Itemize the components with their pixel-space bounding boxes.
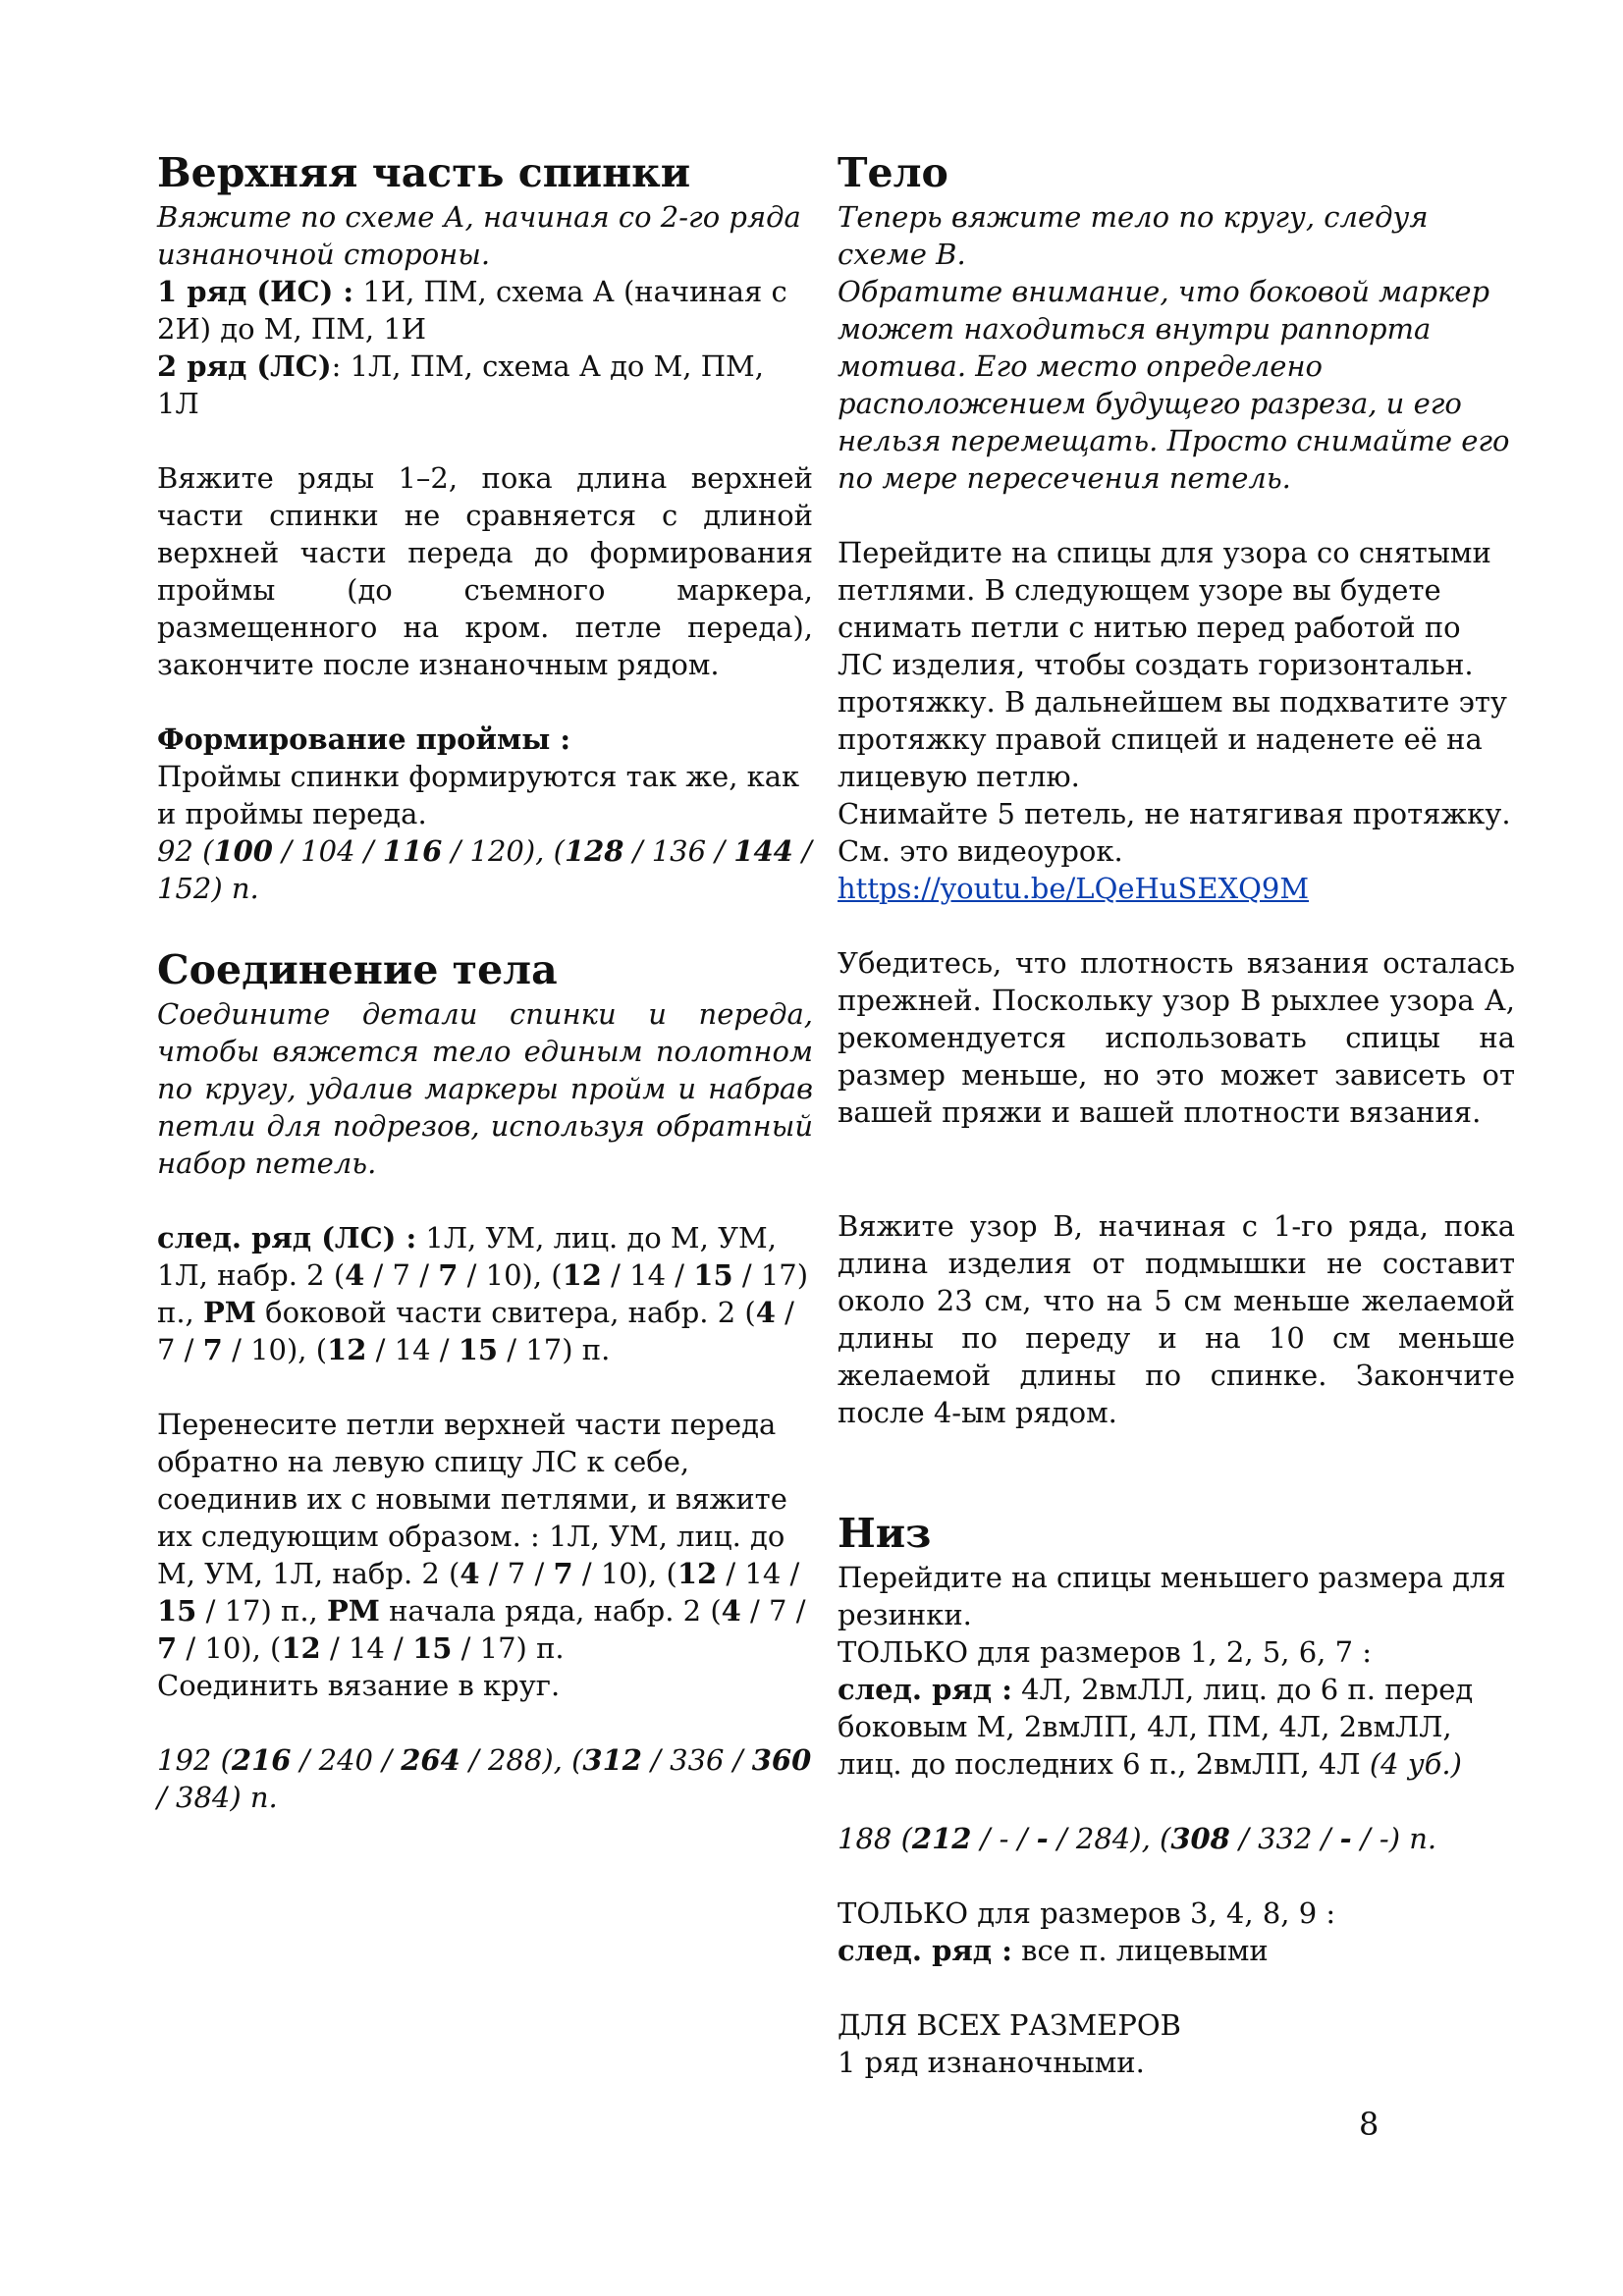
next-row-label: след. ряд : xyxy=(838,1934,1012,1967)
count-part: 92 ( xyxy=(157,834,214,868)
bottom-stitch-counts xyxy=(838,1820,1515,1857)
bold-part: 15 xyxy=(412,1631,453,1665)
bold-part: 4 xyxy=(460,1557,480,1590)
count-part: / 336 / xyxy=(641,1743,752,1777)
row-1-label: 1 ряд (ИС) : xyxy=(157,275,354,308)
join-next-row xyxy=(157,1219,813,1368)
text-part: / 17) п., xyxy=(196,1594,327,1628)
row-2-label: 2 ряд (ЛС) xyxy=(157,349,332,383)
text-part: начала ряда, набр. 2 ( xyxy=(379,1594,722,1628)
text-part: / 14 / xyxy=(320,1631,413,1665)
bottom-next-row-2 xyxy=(838,1932,1515,1969)
count-bold: 116 xyxy=(382,834,443,868)
count-bold: 212 xyxy=(911,1822,972,1855)
count-part: / 104 / xyxy=(272,834,383,868)
bold-part: 4 xyxy=(755,1296,776,1329)
bold-part: 12 xyxy=(327,1333,367,1366)
text-part: / 17) п., xyxy=(157,1258,809,1329)
armhole-text: Проймы спинки формируются так же, как и проймы переда. xyxy=(157,760,800,830)
bottom-heading: Низ xyxy=(838,1510,932,1557)
bold-part: 12 xyxy=(281,1631,321,1665)
count-part: 188 ( xyxy=(838,1822,912,1855)
row-2-instruction xyxy=(157,347,813,422)
bold-part: 15 xyxy=(458,1333,499,1366)
text-part: / 10), ( xyxy=(222,1333,328,1366)
count-part: / 120), ( xyxy=(442,834,565,868)
slip-5-text: Снимайте 5 петель, не натягивая протяжку. xyxy=(838,797,1511,830)
join-transfer-paragraph xyxy=(157,1406,813,1704)
sizes-only-2: ТОЛЬКО для размеров 3, 4, 8, 9 : xyxy=(838,1896,1336,1930)
armhole-stitch-counts xyxy=(157,832,813,907)
count-part: / 152) п. xyxy=(157,834,812,905)
bold-part: 15 xyxy=(693,1258,733,1292)
bold-part: 12 xyxy=(562,1258,602,1292)
count-bold: - xyxy=(1036,1822,1049,1855)
count-bold: 216 xyxy=(231,1743,292,1777)
count-part: / 384) п. xyxy=(157,1781,278,1814)
bold-part: 4 xyxy=(345,1258,365,1292)
bottom-next-row xyxy=(838,1671,1515,1783)
text-part: / 7 / xyxy=(740,1594,806,1628)
count-bold: 312 xyxy=(582,1743,642,1777)
count-part: / -) п. xyxy=(1351,1822,1437,1855)
bold-part: 4 xyxy=(721,1594,741,1628)
video-link[interactable]: https://youtu.be/LQeHuSEXQ9M xyxy=(838,872,1310,905)
count-part: / 284), ( xyxy=(1048,1822,1171,1855)
join-round-text: Соединить вязание в круг. xyxy=(157,1669,561,1702)
row-1-instruction xyxy=(157,273,813,347)
upper-back-paragraph: Вяжите ряды 1–2, пока длина верхней части спинки не сравняется с длиной верхней части переда до формирования проймы (до съемного маркера, размещенного на кром. петле переда), закончите после изнаночным рядом. xyxy=(157,461,813,681)
join-body-intro: Соедините детали спинки и переда, чтобы вяжется тело единым полотном по кругу, удалив маркеры пройм и набрав петли для подрезов, используя обратный набор петель. xyxy=(157,997,813,1180)
count-bold: 100 xyxy=(213,834,273,868)
count-part: / 136 / xyxy=(623,834,734,868)
upper-back-heading: Верхняя часть спинки xyxy=(157,149,691,196)
count-bold: - xyxy=(1339,1822,1352,1855)
count-bold: 360 xyxy=(751,1743,812,1777)
bold-part: 7 xyxy=(157,1631,178,1665)
count-bold: 128 xyxy=(564,834,624,868)
right-column xyxy=(838,147,1515,2081)
body-intro-1: Теперь вяжите тело по кругу, следуя схеме В. xyxy=(838,200,1429,271)
knit-pattern-b-paragraph: Вяжите узор В, начиная с 1-го ряда, пока длина изделия от подмышки не составит около 23 см, что на 5 см меньше желаемой длины по переду и на 10 см меньше желаемой длины по спинке. Закончите после 4-ым рядом. xyxy=(838,1209,1515,1429)
text-part: 4Л, 2вмЛЛ, лиц. до 6 п. перед боковым М, 2вмЛП, 4Л, ПМ, 4Л, 2вмЛЛ, лиц. до последних 6 п., 2вмЛП, 4Л xyxy=(838,1673,1474,1781)
count-bold: 144 xyxy=(733,834,793,868)
text-part: / 17) п. xyxy=(498,1333,611,1366)
row-1-text: 1И, ПМ, схема А (начиная с 2И) до М, ПМ, 1И xyxy=(157,275,787,346)
text-part: / 7 / xyxy=(479,1557,554,1590)
bold-part: РМ xyxy=(326,1594,380,1628)
upper-back-intro: Вяжите по схеме А, начиная со 2-го ряда изнаночной стороны. xyxy=(157,200,801,271)
all-sizes-label: ДЛЯ ВСЕХ РАЗМЕРОВ xyxy=(838,2008,1181,2042)
text-part: 1Л, УМ, лиц. до М, УМ, 1Л, набр. 2 ( xyxy=(157,1221,777,1292)
bottom-intro: Перейдите на спицы меньшего размера для резинки. xyxy=(838,1561,1506,1631)
next-row-label: след. ряд : xyxy=(838,1673,1012,1706)
bold-part: 7 xyxy=(553,1557,573,1590)
text-part: / 14 / xyxy=(601,1258,694,1292)
text-part: боковой части свитера, набр. 2 ( xyxy=(255,1296,756,1329)
text-part: / 14 / xyxy=(717,1557,800,1590)
join-body-heading: Соединение тела xyxy=(157,946,558,993)
bold-part: 7 xyxy=(438,1258,459,1292)
count-part: 192 ( xyxy=(157,1743,232,1777)
bold-part: 7 xyxy=(202,1333,223,1366)
text-part: / 7 / xyxy=(364,1258,439,1292)
text-part: / 7 / xyxy=(157,1296,794,1366)
gauge-paragraph: Убедитесь, что плотность вязания осталась прежней. Поскольку узор В рыхлее узора А, рекомендуется использовать спицы на размер меньше, но это может зависеть от вашей пряжи и вашей плотности вязания. xyxy=(838,946,1515,1129)
video-text: См. это видеоурок. xyxy=(838,834,1123,868)
count-part: / - / xyxy=(971,1822,1037,1855)
count-bold: 308 xyxy=(1170,1822,1230,1855)
next-row-label: след. ряд (ЛС) : xyxy=(157,1221,417,1255)
armhole-heading: Формирование проймы : xyxy=(157,722,571,756)
bold-part: 12 xyxy=(676,1557,718,1590)
sizes-only-1: ТОЛЬКО для размеров 1, 2, 5, 6, 7 : xyxy=(838,1635,1373,1669)
bold-part: РМ xyxy=(202,1296,256,1329)
count-bold: 264 xyxy=(401,1743,460,1777)
decrease-note: (4 уб.) xyxy=(1369,1747,1462,1781)
left-column xyxy=(157,147,813,1816)
body-intro-2: Обратите внимание, что боковой маркер может находиться внутри раппорта мотива. Его место определено расположением будущего разреза, и его нельзя перемещать. Просто снимайте его по мере пересечения петель. xyxy=(838,275,1510,495)
purl-row-text: 1 ряд изнаночными. xyxy=(838,2046,1145,2079)
count-part: / 240 / xyxy=(291,1743,402,1777)
row-2-text: : 1Л, ПМ, схема А до М, ПМ, 1Л xyxy=(157,349,764,420)
text-part: / 17) п. xyxy=(452,1631,565,1665)
text-part: Перенесите петли верхней части переда обратно на левую спицу ЛС к себе, соединив их с новыми петлями, и вяжите их следующим образом. : 1Л, УМ, лиц. до М, УМ, 1Л, набр. 2 ( xyxy=(157,1408,787,1590)
slip-stitch-paragraph: Перейдите на спицы для узора со снятыми петлями. В следующем узоре вы будете снимать петли с нитью перед работой по ЛС изделия, чтобы создать горизонтальн. протяжку. В дальнейшем вы подхватите эту протяжку правой спицей и наденете её на лицевую петлю. xyxy=(838,536,1507,793)
join-stitch-counts xyxy=(157,1741,813,1816)
count-part: / 332 / xyxy=(1229,1822,1340,1855)
count-part: / 288), ( xyxy=(460,1743,583,1777)
text-part: / 10), ( xyxy=(458,1258,563,1292)
text-part: / 10), ( xyxy=(177,1631,282,1665)
page-number: 8 xyxy=(1359,2106,1380,2143)
text-part: / 14 / xyxy=(366,1333,459,1366)
text-part: / 10), ( xyxy=(572,1557,677,1590)
bold-part: 15 xyxy=(157,1594,197,1628)
text-part: все п. лицевыми xyxy=(1011,1934,1269,1967)
body-heading: Тело xyxy=(838,149,948,196)
